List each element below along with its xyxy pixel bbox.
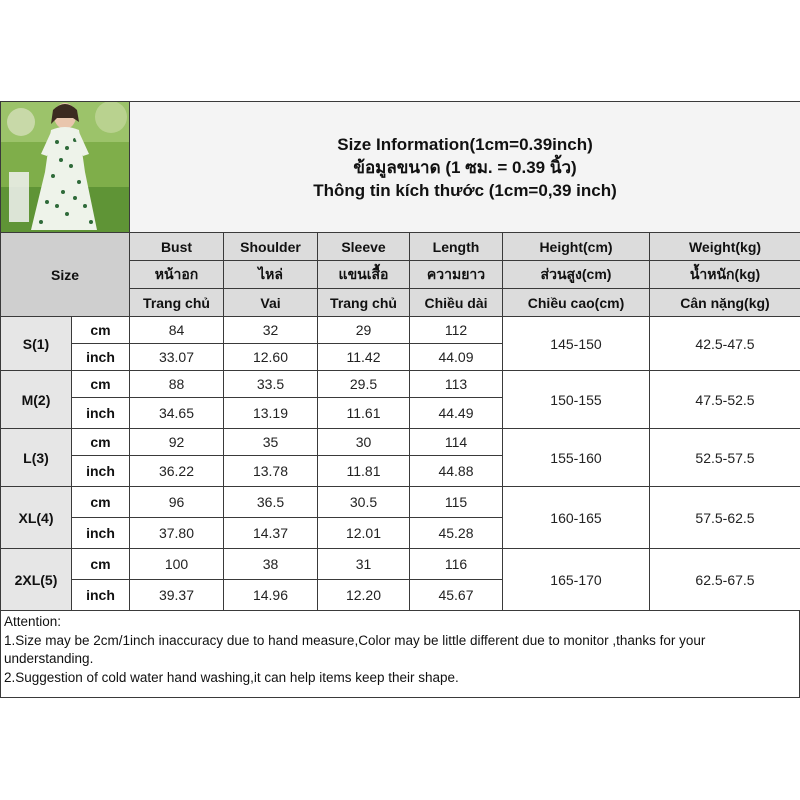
column-header-length-vi: Chiều dài bbox=[410, 289, 503, 317]
sleeve-inch: 12.01 bbox=[318, 518, 410, 549]
table-row bbox=[1, 487, 800, 518]
shoulder-cm: 35 bbox=[224, 429, 318, 456]
size-label-2xl: 2XL(5) bbox=[1, 549, 72, 611]
column-header-height-vi: Chiều cao(cm) bbox=[503, 289, 650, 317]
size-info-vietnamese: Thông tin kích thước (1cm=0,39 inch) bbox=[313, 180, 617, 200]
sleeve-inch: 11.42 bbox=[318, 344, 410, 371]
height-range: 150-155 bbox=[503, 371, 650, 429]
size-info-thai: ข้อมูลขนาด (1 ซม. = 0.39 นิ้ว) bbox=[353, 157, 577, 177]
column-header-length: Length bbox=[410, 233, 503, 261]
unit-inch: inch bbox=[72, 580, 130, 611]
weight-range: 57.5-62.5 bbox=[650, 487, 800, 549]
bust-cm: 88 bbox=[130, 371, 224, 398]
sleeve-cm: 29.5 bbox=[318, 371, 410, 398]
size-label-l: L(3) bbox=[1, 429, 72, 487]
unit-cm: cm bbox=[72, 317, 130, 344]
column-header-shoulder-th: ไหล่ bbox=[224, 261, 318, 289]
bust-inch: 39.37 bbox=[130, 580, 224, 611]
unit-cm: cm bbox=[72, 371, 130, 398]
unit-cm: cm bbox=[72, 429, 130, 456]
length-inch: 45.67 bbox=[410, 580, 503, 611]
bust-cm: 100 bbox=[130, 549, 224, 580]
column-header-bust-vi: Trang chủ bbox=[130, 289, 224, 317]
size-info-english: Size Information(1cm=0.39inch) bbox=[337, 134, 593, 154]
column-header-bust: Bust bbox=[130, 233, 224, 261]
height-range: 155-160 bbox=[503, 429, 650, 487]
length-cm: 112 bbox=[410, 317, 503, 344]
product-photo bbox=[1, 102, 130, 233]
table-row bbox=[1, 371, 800, 398]
bust-inch: 33.07 bbox=[130, 344, 224, 371]
unit-inch: inch bbox=[72, 398, 130, 429]
column-header-height: Height(cm) bbox=[503, 233, 650, 261]
length-cm: 115 bbox=[410, 487, 503, 518]
length-inch: 45.28 bbox=[410, 518, 503, 549]
size-column-title: Size bbox=[1, 233, 130, 317]
length-cm: 114 bbox=[410, 429, 503, 456]
shoulder-cm: 33.5 bbox=[224, 371, 318, 398]
sleeve-cm: 29 bbox=[318, 317, 410, 344]
attention-notes bbox=[0, 611, 800, 698]
weight-range: 47.5-52.5 bbox=[650, 371, 800, 429]
unit-inch: inch bbox=[72, 344, 130, 371]
attention-title: Attention: bbox=[4, 614, 62, 629]
attention-item: 1.Size may be 2cm/1inch inaccuracy due to hand measure,Color may be little different due to monitor ,thanks for your understanding. bbox=[4, 632, 706, 666]
sleeve-cm: 30.5 bbox=[318, 487, 410, 518]
table-row bbox=[1, 429, 800, 456]
shoulder-inch: 14.96 bbox=[224, 580, 318, 611]
length-inch: 44.49 bbox=[410, 398, 503, 429]
unit-inch: inch bbox=[72, 456, 130, 487]
size-table bbox=[0, 101, 800, 611]
height-range: 165-170 bbox=[503, 549, 650, 611]
length-inch: 44.09 bbox=[410, 344, 503, 371]
column-header-sleeve: Sleeve bbox=[318, 233, 410, 261]
column-header-shoulder-vi: Vai bbox=[224, 289, 318, 317]
column-header-weight: Weight(kg) bbox=[650, 233, 800, 261]
model-photo-image bbox=[1, 102, 129, 232]
column-header-bust-th: หน้าอก bbox=[130, 261, 224, 289]
bust-cm: 92 bbox=[130, 429, 224, 456]
length-cm: 113 bbox=[410, 371, 503, 398]
unit-inch: inch bbox=[72, 518, 130, 549]
column-header-weight-th: น้ำหนัก(kg) bbox=[650, 261, 800, 289]
bust-cm: 96 bbox=[130, 487, 224, 518]
sleeve-inch: 11.61 bbox=[318, 398, 410, 429]
shoulder-inch: 13.19 bbox=[224, 398, 318, 429]
shoulder-inch: 13.78 bbox=[224, 456, 318, 487]
column-header-sleeve-th: แขนเสื้อ bbox=[318, 261, 410, 289]
height-range: 145-150 bbox=[503, 317, 650, 371]
length-inch: 44.88 bbox=[410, 456, 503, 487]
attention-item: 2.Suggestion of cold water hand washing,it can help items keep their shape. bbox=[4, 669, 459, 685]
shoulder-inch: 14.37 bbox=[224, 518, 318, 549]
size-information-header bbox=[130, 102, 800, 233]
column-header-row-en bbox=[1, 233, 800, 261]
size-label-m: M(2) bbox=[1, 371, 72, 429]
table-row bbox=[1, 317, 800, 344]
length-cm: 116 bbox=[410, 549, 503, 580]
weight-range: 42.5-47.5 bbox=[650, 317, 800, 371]
shoulder-cm: 38 bbox=[224, 549, 318, 580]
bust-cm: 84 bbox=[130, 317, 224, 344]
weight-range: 62.5-67.5 bbox=[650, 549, 800, 611]
unit-cm: cm bbox=[72, 487, 130, 518]
column-header-length-th: ความยาว bbox=[410, 261, 503, 289]
shoulder-cm: 32 bbox=[224, 317, 318, 344]
sleeve-inch: 11.81 bbox=[318, 456, 410, 487]
column-header-sleeve-vi: Trang chủ bbox=[318, 289, 410, 317]
sleeve-inch: 12.20 bbox=[318, 580, 410, 611]
height-range: 160-165 bbox=[503, 487, 650, 549]
sleeve-cm: 30 bbox=[318, 429, 410, 456]
column-header-height-th: ส่วนสูง(cm) bbox=[503, 261, 650, 289]
sleeve-cm: 31 bbox=[318, 549, 410, 580]
bust-inch: 36.22 bbox=[130, 456, 224, 487]
weight-range: 52.5-57.5 bbox=[650, 429, 800, 487]
size-chart bbox=[0, 101, 800, 698]
size-label-s: S(1) bbox=[1, 317, 72, 371]
bust-inch: 34.65 bbox=[130, 398, 224, 429]
shoulder-inch: 12.60 bbox=[224, 344, 318, 371]
shoulder-cm: 36.5 bbox=[224, 487, 318, 518]
bust-inch: 37.80 bbox=[130, 518, 224, 549]
table-row bbox=[1, 549, 800, 580]
column-header-shoulder: Shoulder bbox=[224, 233, 318, 261]
unit-cm: cm bbox=[72, 549, 130, 580]
column-header-weight-vi: Cân nặng(kg) bbox=[650, 289, 800, 317]
size-label-xl: XL(4) bbox=[1, 487, 72, 549]
